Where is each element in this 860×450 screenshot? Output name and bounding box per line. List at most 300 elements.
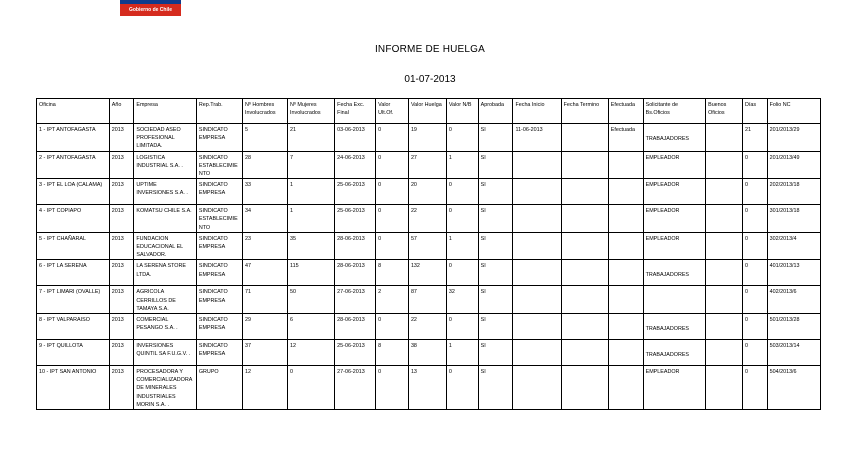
oficina-cell <box>37 179 110 205</box>
fecha-termino-cell <box>561 286 608 314</box>
empresa-text: KOMATSU CHILE S.A. <box>136 208 192 215</box>
dias-text: 0 <box>744 154 748 161</box>
dias-text: 0 <box>744 369 748 376</box>
hombres-cell <box>242 179 287 205</box>
fecha-termino-cell <box>561 205 608 233</box>
hombres-cell <box>242 260 287 286</box>
fecha-termino-cell <box>561 179 608 205</box>
valor-nb-cell <box>446 151 478 179</box>
aprobada-cell <box>478 179 513 205</box>
fecha-exc-cell <box>335 205 376 233</box>
hombres-cell <box>242 205 287 233</box>
oficina-cell <box>37 151 110 179</box>
mujeres-text: 21 <box>290 127 297 133</box>
rep-trab-text: SINDICATO EMPRESA <box>198 263 228 278</box>
fecha-inicio-cell <box>513 151 561 179</box>
valor-nb-text: 32 <box>448 289 455 296</box>
dias-cell <box>742 179 767 205</box>
valor-huelga-cell <box>408 366 446 410</box>
folio-cell <box>767 340 820 366</box>
fecha-exc-text: 03-06-2013 <box>337 127 365 133</box>
valor-ult-cell <box>376 179 409 205</box>
table-row <box>37 179 821 205</box>
valor-ult-text: 0 <box>378 208 382 215</box>
rep-trab-text: SINDICATO EMPRESA <box>198 289 228 304</box>
folio-text: 402/2013/6 <box>769 289 797 296</box>
folio-cell <box>767 179 820 205</box>
anio-text: 2013 <box>111 235 124 242</box>
rep-trab-text: SINDICATO EMPRESA <box>198 182 228 197</box>
solicitante-cell <box>643 260 706 286</box>
oficina-cell <box>37 340 110 366</box>
hombres-cell <box>242 314 287 340</box>
mujeres-cell <box>288 205 335 233</box>
aprobada-text: SI <box>480 182 486 189</box>
column-header: Rep.Trab. <box>196 99 242 124</box>
table-body <box>37 124 821 410</box>
dias-cell <box>742 314 767 340</box>
dias-text: 0 <box>744 208 748 215</box>
valor-ult-text: 0 <box>378 127 382 133</box>
fecha-inicio-cell <box>513 314 561 340</box>
fecha-exc-cell <box>335 124 376 152</box>
column-header: Días <box>742 99 767 124</box>
aprobada-text: SI <box>480 154 486 161</box>
fecha-exc-text: 28-06-2013 <box>337 235 365 242</box>
dias-text: 0 <box>744 289 748 296</box>
solicitante-cell <box>643 340 706 366</box>
rep-trab-cell <box>196 260 242 286</box>
rep-trab-text: GRUPO <box>198 369 219 376</box>
fecha-exc-cell <box>335 286 376 314</box>
solicitante-text: EMPLEADOR <box>645 154 680 161</box>
dias-cell <box>742 340 767 366</box>
aprobada-cell <box>478 314 513 340</box>
aprobada-text: SI <box>480 263 486 270</box>
mujeres-text: 1 <box>290 208 294 215</box>
dias-cell <box>742 286 767 314</box>
anio-cell <box>109 179 134 205</box>
rep-trab-cell <box>196 314 242 340</box>
column-header: Nº Hombres Involucrados <box>242 99 287 124</box>
fecha-exc-text: 24-06-2013 <box>337 154 365 161</box>
oficina-cell <box>37 366 110 410</box>
efectuada-cell <box>608 314 643 340</box>
folio-cell <box>767 205 820 233</box>
dias-text: 0 <box>744 263 748 270</box>
dias-text: 0 <box>744 182 748 189</box>
report-title: INFORME DE HUELGA <box>374 44 486 55</box>
folio-cell <box>767 314 820 340</box>
empresa-text: PROCESADORA Y COMERCIALIZADORA DE MINERALES INDUSTRIALES MORIN S.A. . <box>136 369 193 408</box>
mujeres-text: 7 <box>290 154 294 161</box>
gobierno-logo <box>120 0 181 16</box>
valor-nb-cell <box>446 366 478 410</box>
efectuada-cell <box>608 366 643 410</box>
oficina-text: 8 - IPT VALPARAISO <box>39 317 90 324</box>
hombres-cell <box>242 151 287 179</box>
hombres-text: 37 <box>244 343 251 350</box>
solicitante-text: EMPLEADOR <box>645 208 680 215</box>
valor-huelga-text: 87 <box>410 289 417 296</box>
folio-text: 302/2013/4 <box>769 235 797 242</box>
fecha-inicio-cell <box>513 366 561 410</box>
mujeres-text: 0 <box>290 369 294 376</box>
aprobada-text: SI <box>480 127 486 133</box>
solicitante-text: EMPLEADOR <box>645 369 680 376</box>
fecha-exc-text: 25-06-2013 <box>337 208 365 215</box>
buenos-oficios-cell <box>706 366 743 410</box>
column-header: Aprobada <box>478 99 513 124</box>
solicitante-cell <box>643 366 706 410</box>
table-row <box>37 314 821 340</box>
column-header: Nº Mujeres Involucrados <box>288 99 335 124</box>
valor-nb-text: 0 <box>448 317 452 324</box>
oficina-text: 3 - IPT EL LOA (CALAMA) <box>39 182 103 189</box>
efectuada-cell <box>608 232 643 260</box>
oficina-text: 1 - IPT ANTOFAGASTA <box>39 127 96 133</box>
valor-huelga-text: 27 <box>410 154 417 161</box>
rep-trab-text: SINDICATO EMPRESA <box>198 317 228 332</box>
solicitante-cell <box>643 232 706 260</box>
table-row <box>37 205 821 233</box>
fecha-inicio-cell <box>513 286 561 314</box>
dias-cell <box>742 366 767 410</box>
solicitante-text: TRABAJADORES <box>645 326 690 333</box>
valor-nb-cell <box>446 124 478 152</box>
dias-text: 21 <box>744 127 751 133</box>
aprobada-text: SI <box>480 343 486 350</box>
mujeres-cell <box>288 314 335 340</box>
empresa-text: LOGISTICA INDUSTRIAL S.A. . <box>136 154 183 169</box>
anio-cell <box>109 205 134 233</box>
empresa-text: UPTIME INVERSIONES S.A. . <box>136 182 188 197</box>
dias-cell <box>742 151 767 179</box>
anio-cell <box>109 151 134 179</box>
hombres-cell <box>242 232 287 260</box>
fecha-termino-cell <box>561 366 608 410</box>
column-header: Oficina <box>37 99 110 124</box>
mujeres-cell <box>288 366 335 410</box>
fecha-exc-text: 25-06-2013 <box>337 182 365 189</box>
column-header: Fecha Exc. Final <box>335 99 376 124</box>
buenos-oficios-cell <box>706 314 743 340</box>
anio-text: 2013 <box>111 182 124 189</box>
folio-cell <box>767 151 820 179</box>
fecha-exc-cell <box>335 366 376 410</box>
anio-text: 2013 <box>111 317 124 324</box>
efectuada-cell <box>608 179 643 205</box>
column-header: Empresa <box>134 99 197 124</box>
fecha-inicio-cell <box>513 340 561 366</box>
empresa-text: COMERCIAL PESANGO S.A. . <box>136 317 178 332</box>
empresa-text: SOCIEDAD ASEO PROFESIONAL LIMITADA. <box>136 127 181 150</box>
efectuada-cell <box>608 205 643 233</box>
valor-nb-text: 0 <box>448 208 452 215</box>
mujeres-cell <box>288 232 335 260</box>
fecha-exc-text: 27-06-2013 <box>337 289 365 296</box>
valor-ult-text: 2 <box>378 289 382 296</box>
fecha-termino-cell <box>561 340 608 366</box>
oficina-cell <box>37 232 110 260</box>
anio-text: 2013 <box>111 289 124 296</box>
hombres-text: 29 <box>244 317 251 324</box>
fecha-termino-cell <box>561 151 608 179</box>
rep-trab-cell <box>196 286 242 314</box>
valor-nb-cell <box>446 232 478 260</box>
fecha-exc-cell <box>335 232 376 260</box>
valor-ult-text: 0 <box>378 154 382 161</box>
valor-huelga-cell <box>408 340 446 366</box>
dias-cell <box>742 260 767 286</box>
oficina-cell <box>37 124 110 152</box>
mujeres-cell <box>288 124 335 152</box>
anio-cell <box>109 366 134 410</box>
valor-ult-text: 0 <box>378 317 382 324</box>
aprobada-cell <box>478 151 513 179</box>
table-row <box>37 286 821 314</box>
anio-text: 2013 <box>111 127 124 133</box>
solicitante-cell <box>643 179 706 205</box>
dias-text: 0 <box>744 343 748 350</box>
buenos-oficios-cell <box>706 260 743 286</box>
fecha-exc-cell <box>335 151 376 179</box>
anio-cell <box>109 124 134 152</box>
oficina-text: 5 - IPT CHAÑARAL <box>39 235 86 242</box>
aprobada-cell <box>478 286 513 314</box>
folio-text: 201/2013/49 <box>769 154 800 161</box>
hombres-text: 23 <box>244 235 251 242</box>
solicitante-text: TRABAJADORES <box>645 272 690 279</box>
valor-ult-cell <box>376 286 409 314</box>
folio-text: 501/2013/28 <box>769 317 800 324</box>
efectuada-cell <box>608 151 643 179</box>
folio-text: 504/2013/6 <box>769 369 797 376</box>
mujeres-cell <box>288 340 335 366</box>
valor-nb-text: 0 <box>448 263 452 270</box>
hombres-text: 34 <box>244 208 251 215</box>
fecha-inicio-cell <box>513 179 561 205</box>
valor-nb-cell <box>446 205 478 233</box>
solicitante-cell <box>643 124 706 152</box>
aprobada-text: SI <box>480 208 486 215</box>
valor-huelga-text: 38 <box>410 343 417 350</box>
column-header: Valor Huelga <box>408 99 446 124</box>
hombres-text: 33 <box>244 182 251 189</box>
valor-nb-text: 0 <box>448 369 452 376</box>
valor-nb-text: 1 <box>448 154 452 161</box>
aprobada-text: SI <box>480 289 486 296</box>
valor-ult-cell <box>376 232 409 260</box>
column-header: Buenos Oficios <box>706 99 743 124</box>
solicitante-text: EMPLEADOR <box>645 235 680 242</box>
fecha-exc-cell <box>335 340 376 366</box>
hombres-cell <box>242 366 287 410</box>
valor-ult-text: 0 <box>378 369 382 376</box>
fecha-exc-cell <box>335 260 376 286</box>
report-date: 01-07-2013 <box>404 74 456 85</box>
table-row <box>37 366 821 410</box>
folio-text: 201/2013/29 <box>769 127 800 133</box>
empresa-cell <box>134 124 197 152</box>
dias-text: 0 <box>744 235 748 242</box>
fecha-exc-cell <box>335 314 376 340</box>
valor-huelga-cell <box>408 314 446 340</box>
buenos-oficios-cell <box>706 205 743 233</box>
fecha-exc-text: 27-06-2013 <box>337 369 365 376</box>
buenos-oficios-cell <box>706 340 743 366</box>
rep-trab-text: SINDICATO ESTABLECIMIENTO <box>198 208 238 231</box>
dias-text: 0 <box>744 317 748 324</box>
fecha-termino-cell <box>561 314 608 340</box>
mujeres-text: 1 <box>290 182 294 189</box>
valor-huelga-cell <box>408 232 446 260</box>
empresa-text: AGRICOLA CERRILLOS DE TAMAYA S.A. <box>136 289 176 312</box>
valor-huelga-text: 22 <box>410 317 417 324</box>
hombres-cell <box>242 124 287 152</box>
table-header-row <box>37 99 821 124</box>
valor-ult-text: 0 <box>378 235 382 242</box>
solicitante-cell <box>643 314 706 340</box>
valor-ult-cell <box>376 314 409 340</box>
fecha-inicio-cell <box>513 260 561 286</box>
fecha-inicio-cell <box>513 124 561 152</box>
empresa-cell <box>134 340 197 366</box>
anio-cell <box>109 314 134 340</box>
rep-trab-cell <box>196 124 242 152</box>
solicitante-cell <box>643 286 706 314</box>
valor-nb-cell <box>446 286 478 314</box>
efectuada-cell <box>608 286 643 314</box>
aprobada-text: SI <box>480 369 486 376</box>
solicitante-text: EMPLEADOR <box>645 182 680 189</box>
oficina-cell <box>37 314 110 340</box>
valor-nb-cell <box>446 340 478 366</box>
mujeres-cell <box>288 286 335 314</box>
logo-label: Gobierno de Chile <box>120 4 181 16</box>
rep-trab-text: SINDICATO EMPRESA <box>198 235 228 251</box>
anio-text: 2013 <box>111 154 124 161</box>
aprobada-text: SI <box>480 317 486 324</box>
valor-huelga-text: 132 <box>410 263 420 270</box>
hombres-text: 28 <box>244 154 251 161</box>
valor-ult-cell <box>376 340 409 366</box>
fecha-inicio-text: 11-06-2013 <box>515 127 543 133</box>
solicitante-text: TRABAJADORES <box>645 352 690 359</box>
efectuada-cell <box>608 340 643 366</box>
column-header: Valor Ult.Of. <box>376 99 409 124</box>
column-header: Folio NC <box>767 99 820 124</box>
column-header: Fecha Termino <box>561 99 608 124</box>
anio-cell <box>109 340 134 366</box>
fecha-inicio-cell <box>513 205 561 233</box>
solicitante-cell <box>643 205 706 233</box>
valor-huelga-cell <box>408 124 446 152</box>
valor-huelga-cell <box>408 179 446 205</box>
fecha-exc-text: 28-06-2013 <box>337 317 365 324</box>
fecha-termino-cell <box>561 232 608 260</box>
buenos-oficios-cell <box>706 124 743 152</box>
valor-nb-text: 0 <box>448 127 452 133</box>
anio-text: 2013 <box>111 369 124 376</box>
mujeres-cell <box>288 179 335 205</box>
oficina-text: 2 - IPT ANTOFAGASTA <box>39 154 96 161</box>
anio-cell <box>109 260 134 286</box>
dias-cell <box>742 232 767 260</box>
empresa-text: INVERSIONES QUINTIL SA F.U.G.V. . <box>136 343 191 358</box>
empresa-cell <box>134 260 197 286</box>
folio-cell <box>767 260 820 286</box>
empresa-cell <box>134 286 197 314</box>
oficina-text: 6 - IPT LA SERENA <box>39 263 87 270</box>
oficina-text: 4 - IPT COPIAPO <box>39 208 82 215</box>
valor-huelga-cell <box>408 286 446 314</box>
buenos-oficios-cell <box>706 232 743 260</box>
folio-cell <box>767 286 820 314</box>
rep-trab-cell <box>196 205 242 233</box>
oficina-cell <box>37 286 110 314</box>
rep-trab-cell <box>196 151 242 179</box>
hombres-text: 71 <box>244 289 251 296</box>
aprobada-cell <box>478 366 513 410</box>
rep-trab-cell <box>196 179 242 205</box>
aprobada-cell <box>478 260 513 286</box>
hombres-cell <box>242 286 287 314</box>
anio-cell <box>109 286 134 314</box>
valor-ult-cell <box>376 205 409 233</box>
table-row <box>37 124 821 152</box>
aprobada-cell <box>478 205 513 233</box>
valor-huelga-cell <box>408 205 446 233</box>
rep-trab-text: SINDICATO ESTABLECIMIENTO <box>198 154 238 178</box>
mujeres-text: 12 <box>290 343 297 350</box>
oficina-text: 7 - IPT LIMARI (OVALLE) <box>39 289 101 296</box>
valor-huelga-text: 13 <box>410 369 417 376</box>
hombres-text: 47 <box>244 263 251 270</box>
valor-nb-cell <box>446 179 478 205</box>
folio-text: 503/2013/14 <box>769 343 800 350</box>
hombres-cell <box>242 340 287 366</box>
fecha-termino-cell <box>561 260 608 286</box>
valor-nb-text: 1 <box>448 343 452 350</box>
folio-cell <box>767 232 820 260</box>
mujeres-text: 115 <box>290 263 299 270</box>
column-header: Efectuada <box>608 99 643 124</box>
valor-ult-text: 8 <box>378 343 382 350</box>
buenos-oficios-cell <box>706 151 743 179</box>
fecha-exc-text: 28-06-2013 <box>337 263 365 270</box>
mujeres-text: 6 <box>290 317 294 324</box>
oficina-text: 10 - IPT SAN ANTONIO <box>39 369 97 376</box>
valor-ult-cell <box>376 366 409 410</box>
strike-report-table <box>36 98 821 410</box>
valor-huelga-text: 22 <box>410 208 417 215</box>
aprobada-cell <box>478 232 513 260</box>
valor-huelga-cell <box>408 260 446 286</box>
fecha-exc-text: 25-06-2013 <box>337 343 365 350</box>
hombres-text: 12 <box>244 369 251 376</box>
dias-cell <box>742 124 767 152</box>
solicitante-cell <box>643 151 706 179</box>
aprobada-cell <box>478 340 513 366</box>
mujeres-text: 35 <box>290 235 297 242</box>
fecha-termino-cell <box>561 124 608 152</box>
empresa-cell <box>134 366 197 410</box>
mujeres-cell <box>288 151 335 179</box>
folio-text: 401/2013/13 <box>769 263 800 270</box>
rep-trab-text: SINDICATO EMPRESA <box>198 343 228 358</box>
table-row <box>37 260 821 286</box>
